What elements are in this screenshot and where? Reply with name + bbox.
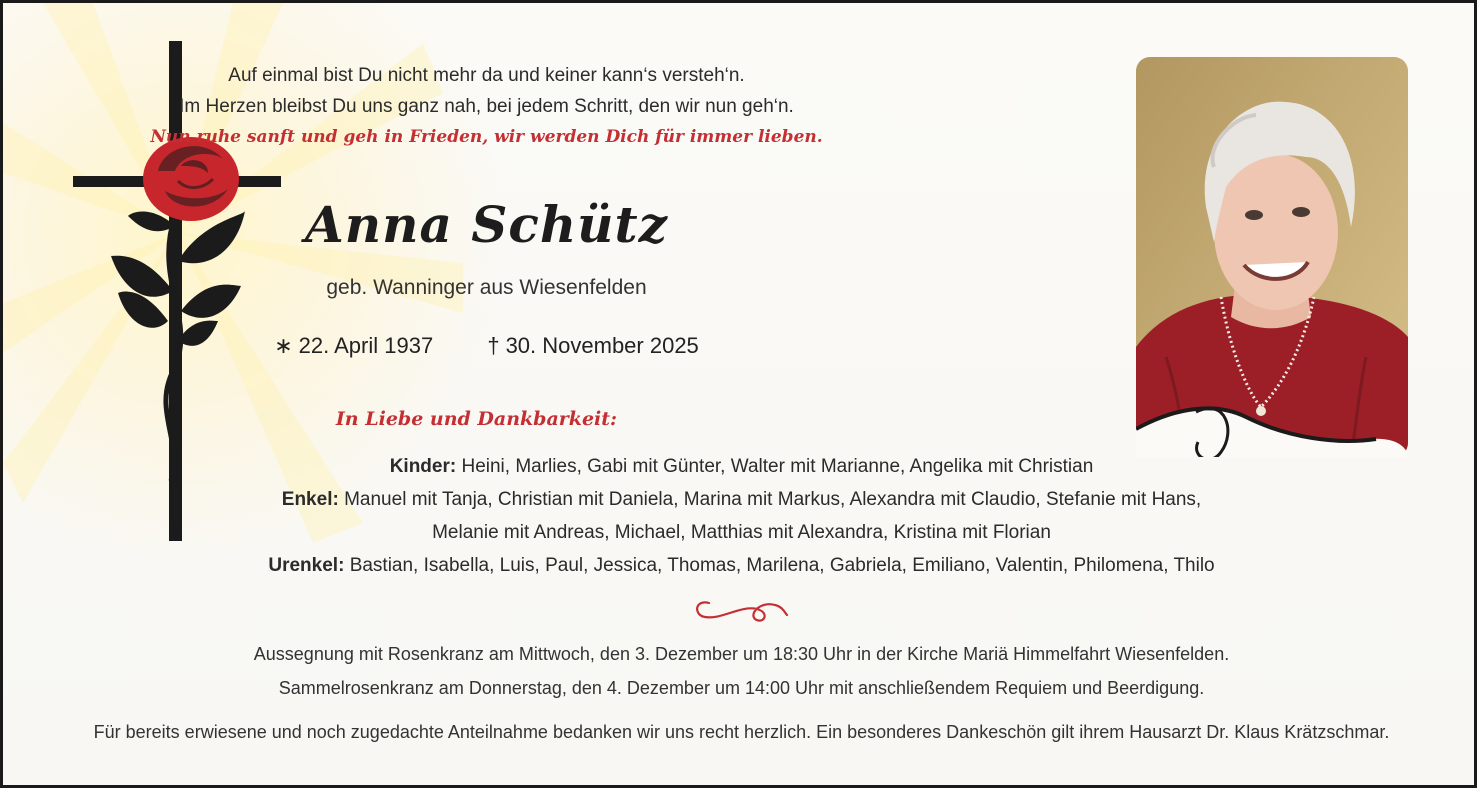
poem-line-1: Auf einmal bist Du nicht mehr da und keiner kann‘s versteh‘n. [228,65,745,86]
service-line-1: Aussegnung mit Rosenkranz am Mittwoch, den 3. Dezember um 18:30 Uhr in der Kirche Mariä Himmelfahrt Wiesenfelden. [253,644,1230,664]
service-line-2: Sammelrosenkranz am Donnerstag, den 4. Dezember um 14:00 Uhr mit anschließendem Requiem und Beerdigung. [278,678,1205,698]
portrait-photo [1136,57,1408,457]
enkel-names-1: Manuel mit Tanja, Christian mit Daniela, Marina mit Markus, Alexandra mit Claudio, Stefanie mit Hans, [344,489,1202,510]
urenkel-label: Urenkel: [268,555,345,576]
urenkel-line [3,549,1477,582]
death-cross-icon: † [487,333,500,358]
service-info [3,637,1477,705]
swirl-ornament-icon [691,595,791,629]
birth-name: geb. Wanninger aus Wiesenfelden [326,276,647,299]
kinder-names: Heini, Marlies, Gabi mit Günter, Walter mit Marianne, Angelika mit Christian [461,456,1094,477]
enkel-label: Enkel: [281,489,339,510]
birth-date-text: 22. April 1937 [298,333,434,358]
birth-date [274,333,433,359]
closing-thanks: Für bereits erwiesene und noch zugedachte Anteilnahme bedanken wir uns recht herzlich. Ein besonderes Dankeschön gilt ihrem Hausarzt Dr. Klaus Krätzschmar. [93,722,1390,742]
family-list [3,450,1477,582]
poem-line-2: Im Herzen bleibst Du uns ganz nah, bei jedem Schritt, den wir nun geh‘n. [179,96,794,117]
kinder-label: Kinder: [389,456,457,477]
poem [0,60,1225,153]
death-date-text: 30. November 2025 [505,333,699,358]
urenkel-names: Bastian, Isabella, Luis, Paul, Jessica, Thomas, Marilena, Gabriela, Emiliano, Valentin, Philomena, Thilo [349,555,1215,576]
poem-line-3: Nun ruhe sanft und geh in Frieden, wir werden Dich für immer lieben. [150,127,823,147]
enkel-names-2: Melanie mit Andreas, Michael, Matthias mit Alexandra, Kristina mit Florian [432,522,1051,543]
death-date [487,333,698,359]
family-heading: In Liebe und Dankbarkeit: [335,408,618,430]
enkel-line [3,483,1477,516]
deceased-name: Anna Schütz [304,195,669,254]
life-dates [0,333,1225,359]
birth-star-icon: ∗ [274,333,293,358]
